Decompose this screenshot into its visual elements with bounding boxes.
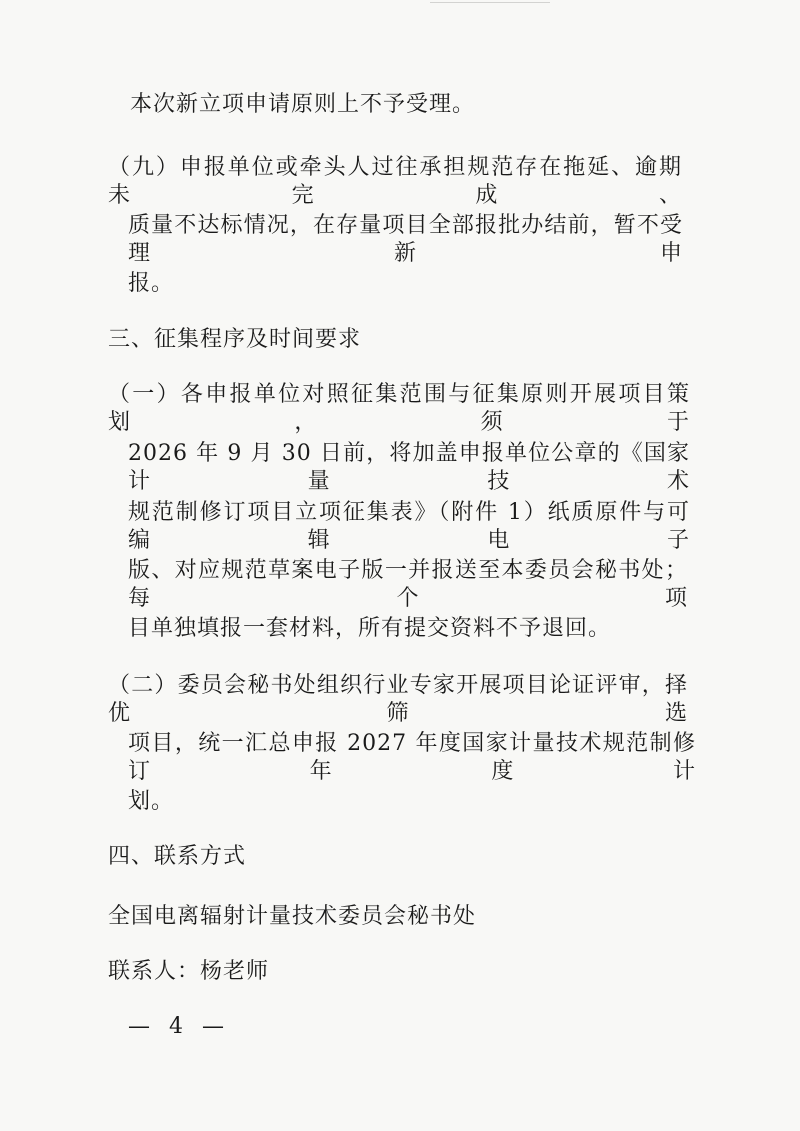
paragraph-line: 项目，统一汇总申报 2027 年度国家计量技术规范制修订年度计 [128, 731, 696, 784]
paragraph-line: 划。 [128, 789, 175, 814]
contact-organization: 全国电离辐射计量技术委员会秘书处 [108, 904, 477, 929]
paragraph-line: （二）委员会秘书处组织行业专家开展项目论证评审，择优筛选 [108, 673, 688, 726]
page-number: — 4 — [128, 1014, 230, 1039]
paragraph-line: 版、对应规范草案电子版一并报送至本委员会秘书处；每个项 [128, 558, 688, 611]
section-heading: 三、征集程序及时间要求 [108, 327, 362, 352]
paragraph-line: 报。 [128, 271, 175, 296]
scan-artifact [430, 0, 550, 3]
contact-person: 联系人：杨老师 [108, 959, 270, 984]
section-heading: 四、联系方式 [108, 844, 247, 869]
paragraph-line: （九）申报单位或牵头人过往承担规范存在拖延、逾期未完成、 [108, 155, 682, 208]
paragraph-line: （一）各申报单位对照征集范围与征集原则开展项目策划，须于 [108, 382, 690, 435]
paragraph-line: 目单独填报一套材料，所有提交资料不予退回。 [128, 616, 612, 641]
paragraph-line: 本次新立项申请原则上不予受理。 [130, 92, 476, 117]
paragraph-line: 2026 年 9 月 30 日前，将加盖申报单位公章的《国家计量技术 [128, 441, 690, 494]
paragraph-line: 质量不达标情况，在存量项目全部报批办结前，暂不受理新申 [128, 213, 683, 266]
paragraph-line: 规范制修订项目立项征集表》（附件 1）纸质原件与可编辑电子 [128, 500, 690, 553]
